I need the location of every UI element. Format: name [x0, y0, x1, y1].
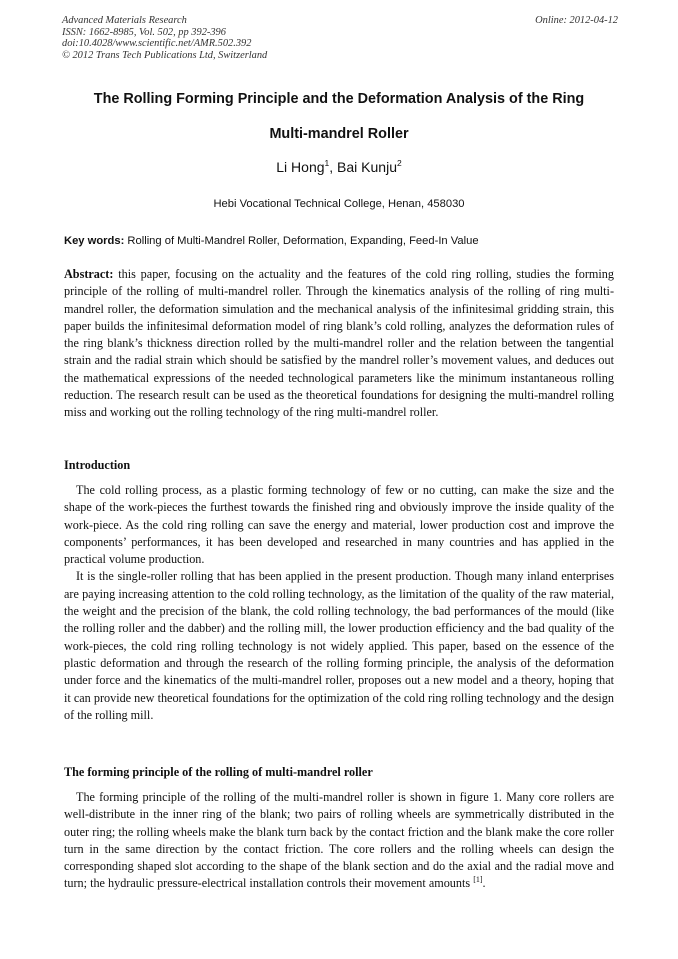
paragraph: The cold rolling process, as a plastic forming technology of few or no cutting, can make the size and the shape of the work-pieces the furthest towards the finished ring and obviously improve the inside quality of the work-piece. As the cold ring rolling can save the energy and material, lower production cost and improve the components’ performances, it has been developed and researched in many countries and has applied in the practical volume production. [64, 483, 614, 567]
paper-title-line-1: The Rolling Forming Principle and the Deformation Analysis of the Ring [93, 91, 585, 107]
keywords-label: Key words: [64, 235, 125, 247]
paragraph: It is the single-roller rolling that has been applied in the present production. Though many inland enterprises are paying increasing attention to the cold rolling technology, as the limitation of the quality of the raw material, the weight and the precision of the blank, the cold rolling technology, the bad performances of the mould (like the rolling roller and the dabber) and the rolling mill, the lower production efficiency and the bad quality of the work-pieces, the cold ring rolling technology is not widely applied. This paper, based on the essence of the plastic deformation and through the research of the rolling forming principle, the analysis of the deformation under force and the kinematics of the multi-mandrel roller, proposes out a new model and a theory, hoping that it can provide new theoretical foundations for the optimization of the cold ring rolling technology and the design of the rolling mill. [64, 569, 614, 722]
introduction-body [64, 482, 614, 724]
author-affiliation-mark: 2 [396, 158, 402, 168]
affiliation: Hebi Vocational Technical College, Henan, 458030 [213, 198, 465, 210]
paper-title-line-2: Multi-mandrel Roller [269, 126, 409, 142]
section-heading-introduction: Introduction [64, 458, 131, 472]
author-name: Li Hong [276, 159, 325, 175]
keywords [64, 235, 616, 247]
author-name: Bai Kunju [337, 159, 397, 175]
keywords-text: Rolling of Multi-Mandrel Roller, Deformation, Expanding, Feed-In Value [124, 235, 479, 247]
citation-reference[interactable]: [1] [473, 875, 483, 885]
section-heading-forming-principle: The forming principle of the rolling of multi-mandrel roller [64, 765, 373, 779]
copyright-line: © 2012 Trans Tech Publications Ltd, Switzerland [62, 49, 268, 61]
journal-name: Advanced Materials Research [62, 15, 187, 26]
author-affiliation-mark: 1 [324, 158, 330, 168]
abstract-label: Abstract: [64, 267, 114, 281]
journal-header [62, 15, 618, 61]
online-date: Online: 2012-04-12 [535, 15, 618, 26]
paragraph: The forming principle of the rolling of the multi-mandrel roller is shown in figure 1. Many core rollers are well-distribute in the inner ring of the blank; two pairs of rolling wheels are symmetrically distributed in the outer ring; the rolling wheels make the blank turn back by the contact friction and the blank make the core roller turn in the same direction by the contact friction. The core rollers and the rolling wheels can design the corresponding shaped slot according to the shape of the blank section and do the axial and the radial move and turn; the hydraulic pressure-electrical installation controls their movement amounts [64, 790, 614, 891]
issn-line: ISSN: 1662-8985, Vol. 502, pp 392-396 [62, 26, 226, 38]
abstract [64, 266, 614, 422]
author-separator: , [329, 159, 338, 175]
author-list [0, 159, 678, 175]
doi-line: doi:10.4028/www.scientific.net/AMR.502.392 [62, 38, 252, 50]
paragraph-end: . [482, 876, 486, 891]
forming-principle-body [64, 789, 614, 893]
abstract-text: this paper, focusing on the actuality and the features of the cold ring rolling, studies the forming principle of the rolling of multi-mandrel roller. Through the kinematics analysis of the rolling of ring multi-mandrel roller, the deformation simulation and the mechanical analysis of the infinitesimal gridding strain, this paper builds the infinitesimal deformation model of ring blank’s cold rolling, analyzes the deformation rules of the ring blank’s thickness direction rolled by the multi-mandrel roller and the relation between the tangential strain and the radial strain which should be satisfied by the mandrel roller’s movement values, and deduces out the mathematical expressions of the needed technological parameters like the minimum instantaneous rolling reduction. The research result can be used as the theoretical foundations for designing the multi-mandrel rolling miss and working out the rolling technology of the ring multi-mandrel roller. [64, 267, 614, 420]
